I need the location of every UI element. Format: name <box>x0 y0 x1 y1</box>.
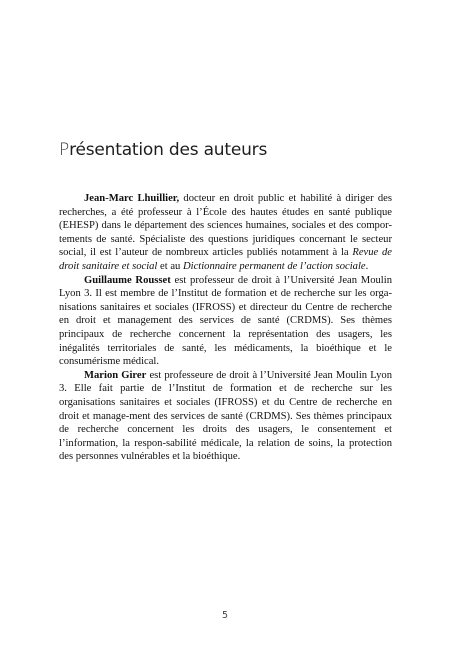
title-initial: P <box>59 140 70 160</box>
author-bio: est professeur de droit à l’Université Jean Moulin Lyon 3. Il est membre de l’Institut de formation et de recherche sur les orga-nisations sanitaires et sociales (IFROSS) et directeur du Centre de recherche en droit et management des services de santé (CRDMS). Ses thèmes principaux de recherche concernent la représentation des usagers, les inégalités territoriales de santé, les médicaments, la bioéthique et le consumérisme médical. <box>59 274 392 368</box>
publication-title: Revue de droit sanitaire et social <box>59 247 392 272</box>
page-number: 5 <box>221 610 229 621</box>
author-paragraph-rousset <box>59 274 392 369</box>
author-name: Jean-Marc Lhuillier, <box>84 193 180 204</box>
author-bio: docteur en droit public et habilité à diriger des recherches, a été professeur à l’École des hautes études en santé publique (EHESP) dans le département des sciences humaines, sociales et des compor-tements de santé. Spécialiste des questions juridiques concernant le secteur social, il est l’auteur de nombreux articles publiés notamment à la <box>59 193 392 259</box>
author-bio: et au <box>157 260 183 272</box>
title-rest: résentation des auteurs <box>69 140 268 160</box>
authors-section <box>59 192 392 464</box>
publication-title: Dictionnaire permanent de l’action sociale <box>182 260 366 272</box>
author-bio: est professeure de droit à l’Université Jean Moulin Lyon 3. Elle fait partie de l’Institut de formation et de recherche sur les organisations sanitaires et sociales (IFROSS) et du Centre de recherche en droit et manage-ment des services de santé (CRDMS). Ses thèmes principaux de recherche concernent les droits des usagers, le consentement et l’information, la respon-sabilité médicale, la relation de soins, la protection des personnes vulnérables et la bioéthique. <box>59 369 392 463</box>
author-paragraph-lhuillier <box>59 192 392 274</box>
author-bio: . <box>365 260 369 272</box>
page-title <box>59 140 267 160</box>
author-name: Marion Girer <box>84 369 147 381</box>
author-name: Guillaume Rousset <box>84 274 171 286</box>
author-paragraph-girer <box>59 369 392 464</box>
